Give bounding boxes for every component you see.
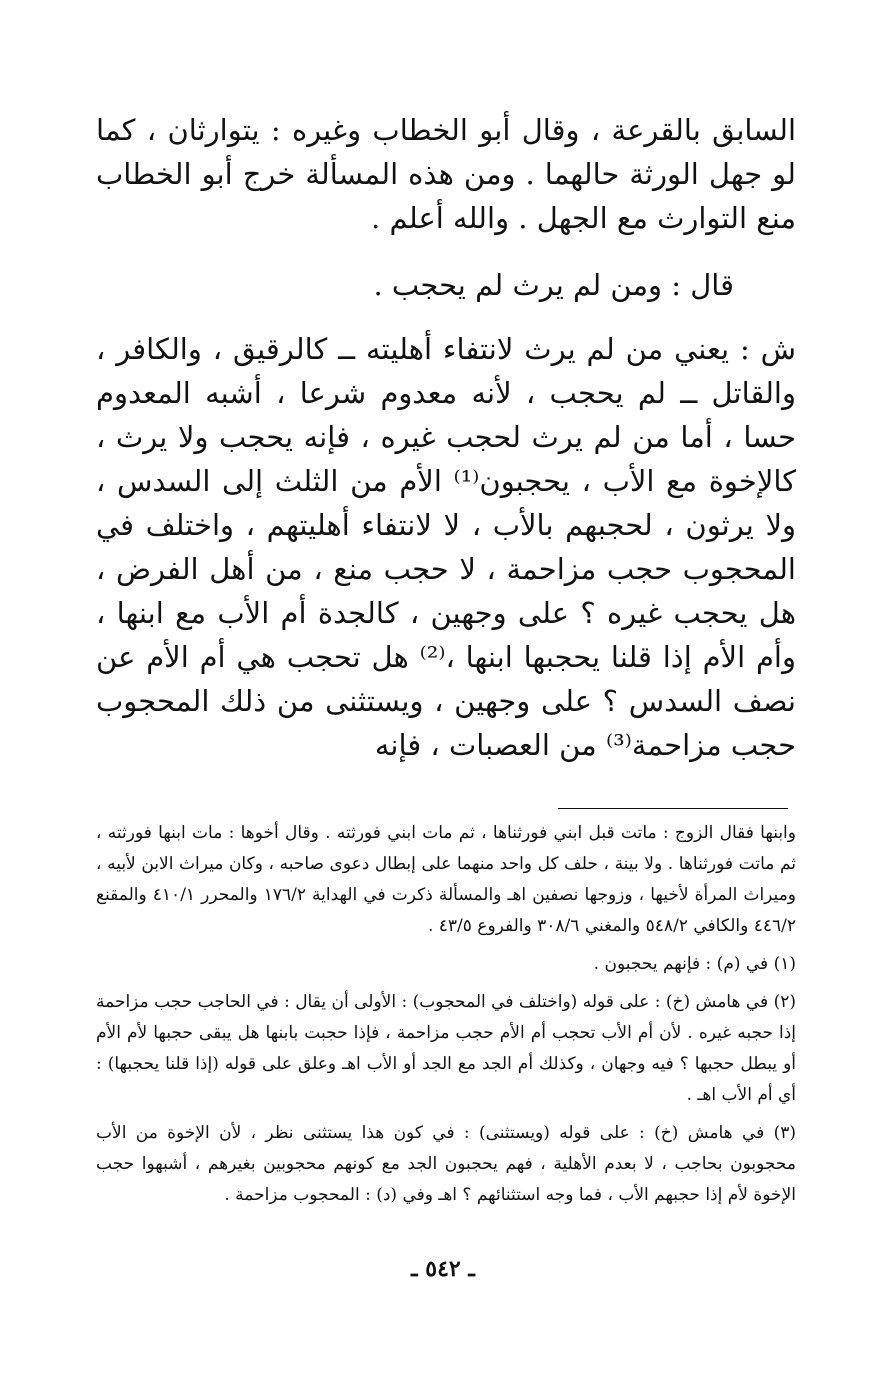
main-paragraph-sharh: ش : يعني من لم يرث لانتفاء أهليته ــ كالرقيق ، والكافر ، والقاتل ــ لم يحجب ، لأنه معدوم شرعا ، أشبه المعدوم حسا ، أما من لم يرث لحجب غيره ، فإنه يحجب ولا يرث ، كالإخوة مع الأب ، يحجبون⁽¹⁾ الأم من الثلث إلى السدس ، ولا يرثون ، لحجبهم بالأب ، لا لانتفاء أهليتهم ، واختلف في المحجوب حجب مزاحمة ، لا حجب منع ، من أهل الفرض ، هل يحجب غيره ؟ على وجهين ، كالجدة أم الأب مع ابنها ، وأم الأم إذا قلنا يحجبها ابنها ،⁽²⁾ هل تحجب هي أم الأم عن نصف السدس ؟ على وجهين ، ويستثنى من ذلك المحجوب حجب مزاحمة⁽³⁾ من العصبات ، فإنه (96, 332, 797, 762)
footnotes-section (96, 818, 796, 1218)
main-paragraph-qala: قال : ومن لم يرث لم يحجب . (373, 268, 734, 302)
main-paragraph-opening: السابق بالقرعة ، وقال أبو الخطاب وغيره : يتوارثان ، كما لو جهل الورثة حالهما . ومن هذه المسألة خرج أبو الخطاب منع التوارث مع الجهل . والله أعلم . (96, 113, 796, 235)
footnote-continuation: وابنها فقال الزوج : ماتت قبل ابني فورثناها ، ثم مات ابني فورثته . وقال أخوها : مات ابنها فورثته ، ثم ماتت فورثناها . ولا بينة ، حلف كل واحد منهما على إبطال دعوى صاحبه ، وكان ميراث الابن لأبيه ، وميراث المرأة لأخيها ، وزوجها نصفين اهـ والمسألة ذكرت في الهداية ١٧٦/٢ والمحرر ٤١٠/١ والمقنع ٤٤٦/٢ والكافي ٥٤٨/٢ والمغني ٣٠٨/٦ والفروع ٤٣/٥ . (96, 823, 797, 936)
footnote-separator (558, 808, 788, 809)
footnote-2: (٢) في هامش (خ) : على قوله (واختلف في المحجوب) : الأولى أن يقال : في الحاجب حجب مزاحمة إذا حجبه غيره . لأن أم الأب تحجب أم الأم حجب مزاحمة ، فإذا حجبت بابنها هل يبقى حجبها لأم الأم أو يبطل حجبها ؟ فيه وجهان ، وكذلك أم الجد مع الجد أو الأب اهـ وعلق على قوله (إذا قلنا يحجبها) : أي أم الأب اهـ . (96, 992, 796, 1105)
footnote-3: (٣) في هامش (خ) : على قوله (ويستثنى) : في كون هذا يستثنى نظر ، لأن الإخوة من الأب محجوبون بحاجب ، لا بعدم الأهلية ، فهم يحجبون الجد مع كونهم محجوبين بغيرهم ، أشبهوا حجب الإخوة لأم إذا حجبهم الأب ، فما وجه استثنائهم ؟ اهـ وفي (د) : المحجوب مزاحمة . (96, 1123, 796, 1205)
footnote-1: (١) في (م) : فإنهم يحجبون . (593, 954, 796, 974)
page-number: ـ ٥٤٢ ـ (411, 1256, 475, 1282)
